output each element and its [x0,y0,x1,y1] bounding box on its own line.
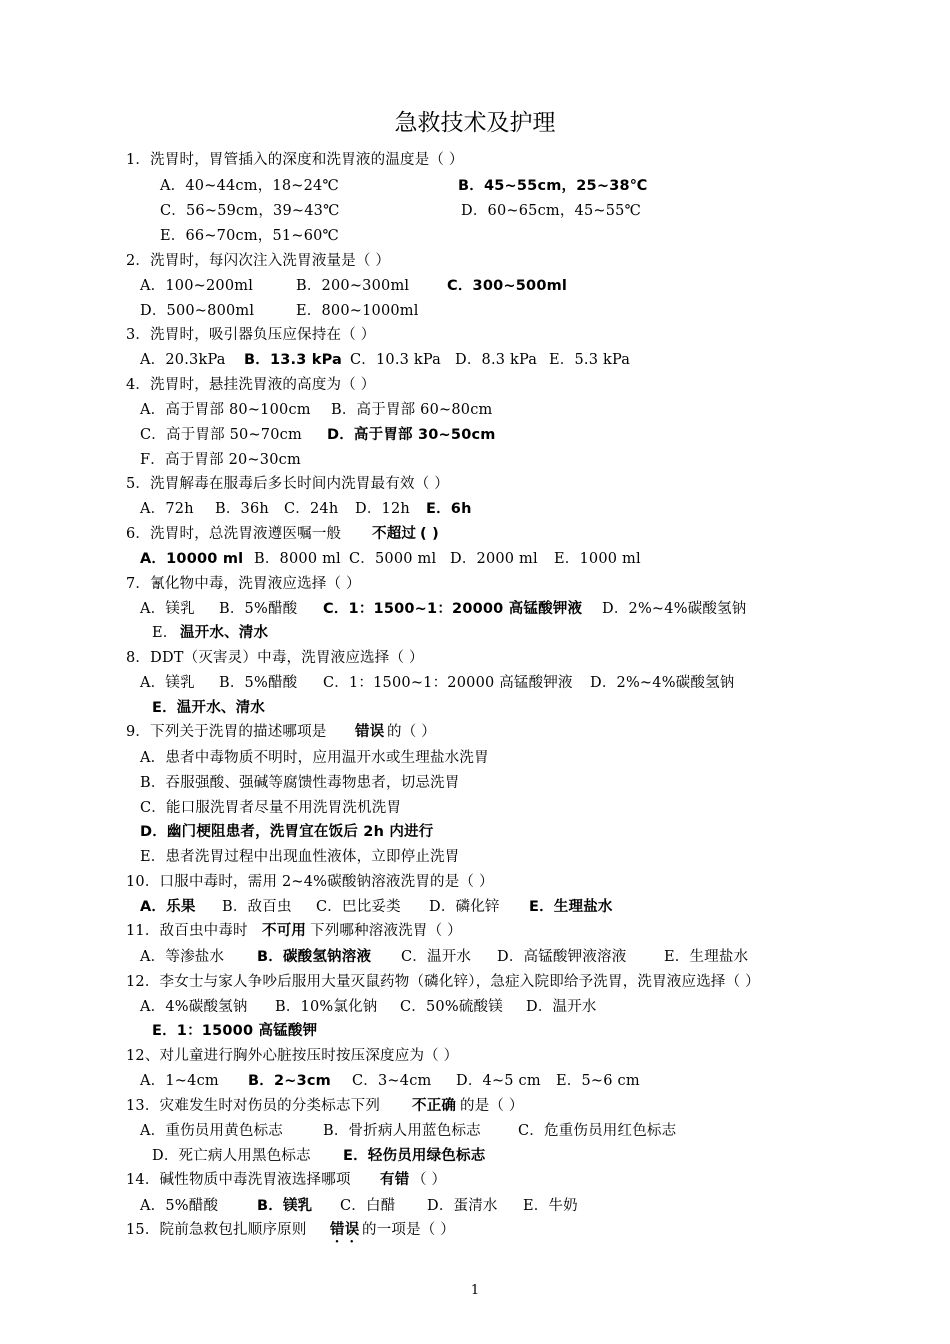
line-text: 7．氰化物中毒，洗胃液应选择（ ） [126,576,361,592]
line-text: 12、对儿童进行胸外心脏按压时按压深度应为（ ） [126,1048,459,1064]
line-text: A．40~44cm，18~24℃ [160,178,339,194]
line-text: A．高于胃部 80~100cm [140,402,311,418]
line-text: C．危重伤员用红色标志 [518,1123,677,1139]
answer-text: E．轻伤员用绿色标志 [343,1148,486,1164]
line-text: A．1~4cm [140,1073,219,1089]
line-text: C．白醋 [340,1198,396,1214]
line-text: C．50%硫酸镁 [400,999,503,1015]
line-text: E．患者洗胃过程中出现血性液体，立即停止洗胃 [140,849,460,865]
answer-text: B．碳酸氢钠溶液 [257,949,372,965]
line-text: 的是（ ） [460,1098,524,1114]
answer-text: C．300~500ml [447,278,568,294]
emphasis-text: 错误 [355,724,385,740]
line-text: A．患者中毒物质不明时，应用温开水或生理盐水洗胃 [140,750,489,766]
line-text: 1．洗胃时，胃管插入的深度和洗胃液的温度是（ ） [126,152,464,168]
line-text: B．10%氯化钠 [275,999,378,1015]
answer-text: ( ) [420,526,439,542]
line-text: C．56~59cm，39~43℃ [160,203,340,219]
line-text: B．吞服强酸、强碱等腐馈性毒物患者，切忌洗胃 [140,775,460,791]
line-text: B．8000 ml [254,551,341,567]
line-text: D．蛋清水 [427,1198,498,1214]
line-text: C．3~4cm [352,1073,432,1089]
emphasis-text: 错误 [330,1222,360,1238]
line-text: C．5000 ml [349,551,437,567]
emphasis-text: 有错 [380,1172,410,1188]
line-text: （ ） [412,1172,447,1188]
line-text: F．高于胃部 20~30cm [140,452,301,468]
line-text: A．重伤员用黄色标志 [140,1123,283,1139]
line-text: A．100~200ml [140,278,254,294]
line-text: A．5%醋酸 [140,1198,219,1214]
line-text: A．镁乳 [140,601,195,617]
line-text: A．72h [140,501,194,517]
answer-text: A．乐果 [140,899,196,915]
line-text: D．12h [355,501,410,517]
line-text: E．生理盐水 [664,949,749,965]
line-text: D．4~5 cm [456,1073,541,1089]
line-text: E．1000 ml [554,551,641,567]
line-text: C．1：1500~1：20000 高锰酸钾液 [323,675,573,691]
line-text: C．巴比妥类 [316,899,401,915]
line-text: C．温开水 [401,949,472,965]
line-text: 3．洗胃时，吸引器负压应保持在（ ） [126,327,376,343]
line-text: D．高锰酸钾液溶液 [497,949,627,965]
line-text: 12．李女士与家人争吵后服用大量灭鼠药物（磷化锌），急症入院即给予洗胃，洗胃液应选择（ ） [126,974,760,990]
answer-text: B．2~3cm [248,1073,331,1089]
line-text: A．等渗盐水 [140,949,225,965]
line-text: D．500~800ml [140,303,255,319]
line-text: A．镁乳 [140,675,195,691]
line-text: 8．DDT（灭害灵）中毒，洗胃液应选择（ ） [126,650,424,666]
line-text: 的（ ） [387,724,436,740]
line-text: E． [152,625,178,641]
line-text: B．5%醋酸 [219,675,298,691]
line-text: 的一项是（ ） [362,1222,456,1238]
line-text: D．8.3 kPa [455,352,538,368]
line-text: C．能口服洗胃者尽量不用洗胃洗机洗胃 [140,800,402,816]
line-text: D．磷化锌 [429,899,500,915]
line-text: 13．灾难发生时对伤员的分类标志下列 [126,1098,381,1114]
line-text: D．60~65cm，45~55℃ [461,203,642,219]
line-text: D．死亡病人用黑色标志 [152,1148,311,1164]
line-text: E．5~6 cm [556,1073,640,1089]
line-text: B．5%醋酸 [219,601,298,617]
line-text: E．800~1000ml [296,303,419,319]
line-text: C．10.3 kPa [350,352,442,368]
line-text: A．4%碳酸氢钠 [140,999,248,1015]
line-text: A．20.3kPa [140,352,226,368]
line-text: 14．碱性物质中毒洗胃液选择哪项 [126,1172,351,1188]
line-text: E．牛奶 [523,1198,578,1214]
line-text: D．温开水 [526,999,597,1015]
line-text: 5．洗胃解毒在服毒后多长时间内洗胃最有效（ ） [126,476,449,492]
line-text: B．高于胃部 60~80cm [331,402,493,418]
line-text: 下列哪种溶液洗胃（ ） [310,923,462,939]
line-text: B．200~300ml [296,278,410,294]
answer-text: B．镁乳 [257,1198,313,1214]
answer-text: E．1：15000 高锰酸钾 [152,1023,318,1039]
emphasis-text: 不正确 [412,1098,457,1114]
line-text: 11．敌百虫中毒时 [126,923,248,939]
line-text: 15．院前急救包扎顺序原则 [126,1222,307,1238]
page-title: 急救技术及护理 [394,110,556,136]
line-text: E．66~70cm，51~60℃ [160,228,339,244]
line-text: 9．下列关于洗胃的描述哪项是 [126,724,327,740]
line-text: 10．口服中毒时，需用 2~4%碳酸钠溶液洗胃的是（ ） [126,874,494,890]
line-text: D．2000 ml [450,551,538,567]
answer-text: 温开水、清水 [180,625,269,641]
answer-text: B．13.3 kPa [244,352,343,368]
answer-text: A．10000 ml [140,551,244,567]
line-text: 2．洗胃时，每闪次注入洗胃液量是（ ） [126,253,391,269]
answer-text: B．45~55cm，25~38℃ [458,178,648,194]
emphasis-text: 不可用 [262,923,307,939]
line-text: D．2%~4%碳酸氢钠 [602,601,747,617]
line-text: D．2%~4%碳酸氢钠 [590,675,735,691]
line-text: 4．洗胃时，悬挂洗胃液的高度为（ ） [126,377,376,393]
answer-text: E．温开水、清水 [152,700,266,716]
line-text: C．24h [284,501,339,517]
line-text: B．36h [215,501,269,517]
answer-text: E．生理盐水 [529,899,613,915]
answer-text: D．高于胃部 30~50cm [327,427,496,443]
answer-text: E．6h [426,501,472,517]
answer-text: D．幽门梗阻患者，洗胃宜在饭后 2h 内进行 [140,824,434,840]
emphasis-text: 不超过 [372,526,417,542]
answer-text: C．1：1500~1：20000 高锰酸钾液 [323,601,583,617]
line-text: B．敌百虫 [222,899,292,915]
line-text: B．骨折病人用蓝色标志 [323,1123,481,1139]
line-text: C．高于胃部 50~70cm [140,427,302,443]
line-text: 6．洗胃时，总洗胃液遵医嘱一般 [126,526,342,542]
page-number: 1 [470,1283,480,1298]
line-text: E．5.3 kPa [549,352,631,368]
